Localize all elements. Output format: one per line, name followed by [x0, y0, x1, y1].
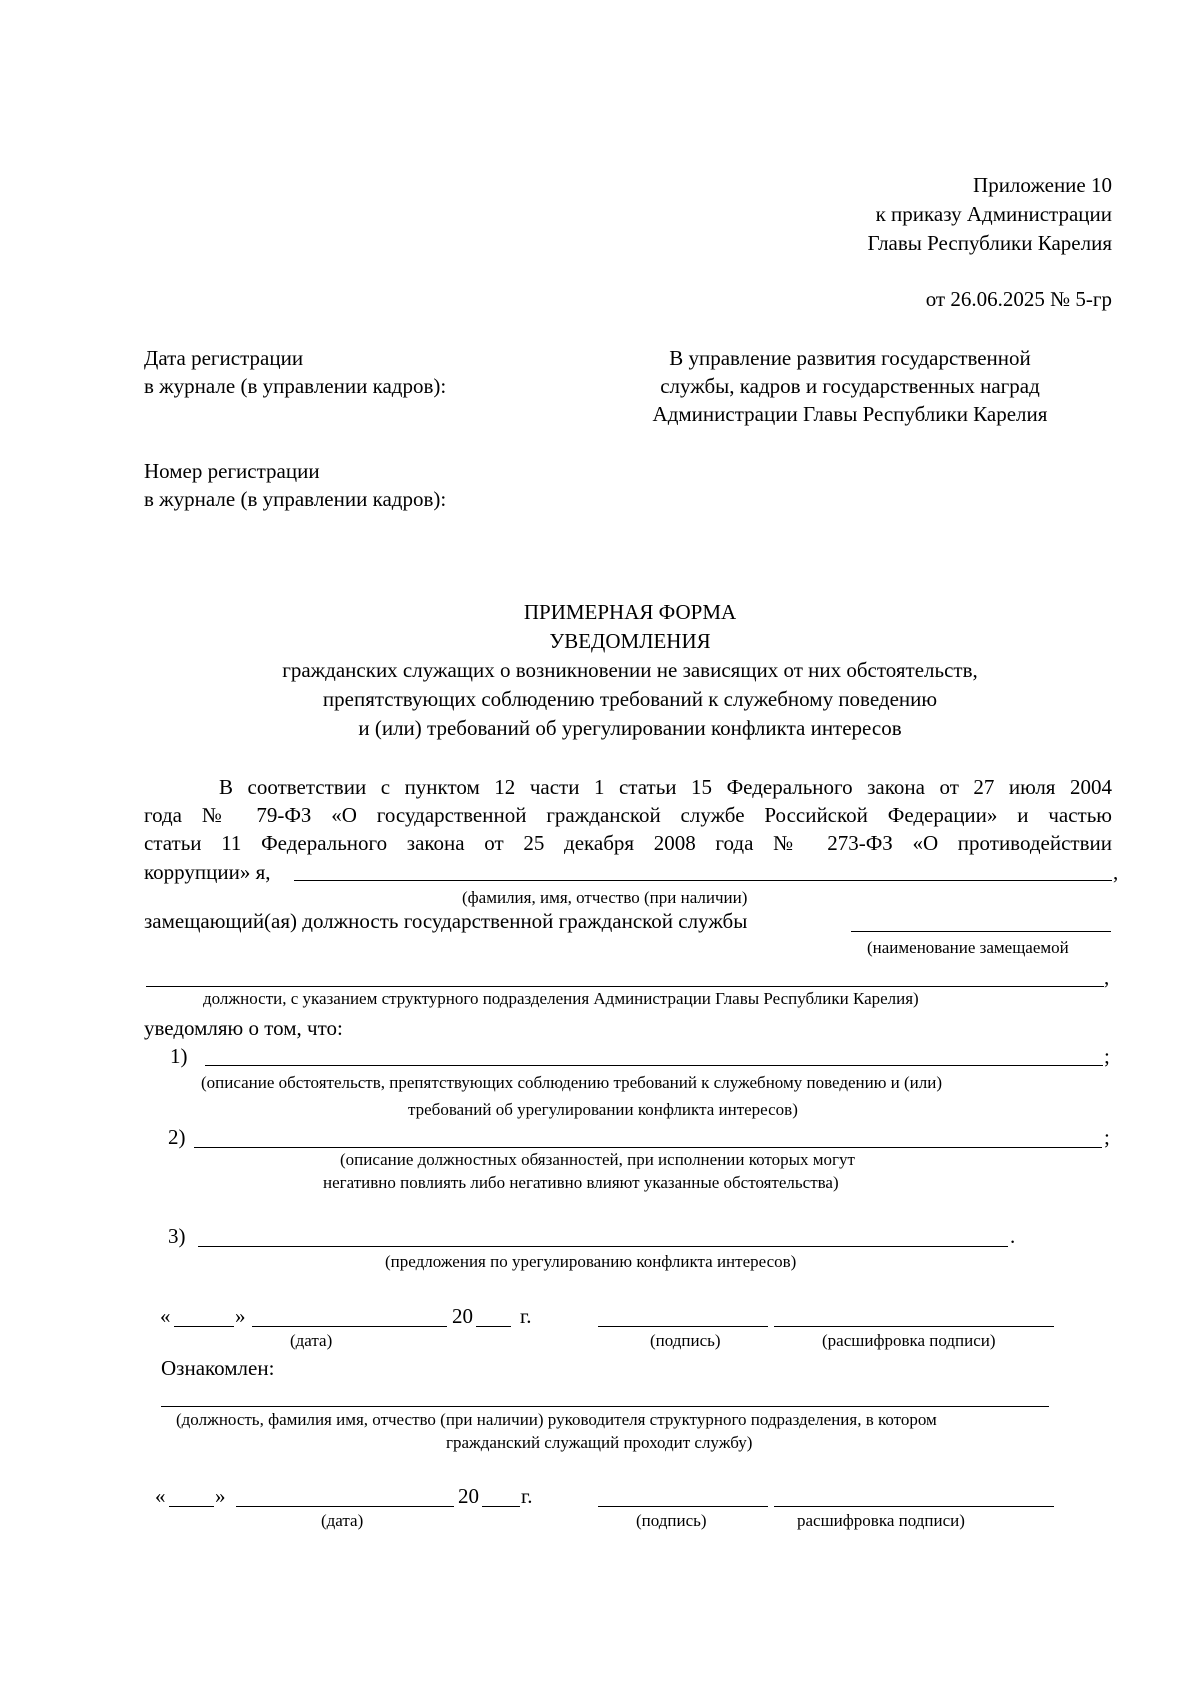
addressee-line-3: Администрации Главы Республики Карелия [652, 402, 1048, 426]
addressee-line-2: службы, кадров и государственных наград [660, 374, 1040, 398]
item-2-field[interactable] [194, 1147, 1102, 1148]
item-1-semicolon: ; [1104, 1044, 1110, 1068]
sign2-day-field[interactable] [169, 1506, 214, 1507]
appendix-order-date: от 26.06.2025 № 5-гр [925, 287, 1112, 311]
item-2-number: 2) [168, 1125, 186, 1149]
sign2-signature-field[interactable] [598, 1506, 768, 1507]
position-field-1[interactable] [851, 931, 1111, 932]
sign1-signature-hint: (подпись) [650, 1331, 721, 1350]
item-3-hint: (предложения по урегулированию конфликта интересов) [385, 1252, 797, 1271]
registration-date-label: Дата регистрации [144, 346, 304, 370]
sign2-year-field[interactable] [482, 1506, 520, 1507]
sign2-date-hint: (дата) [321, 1511, 364, 1530]
appendix-order-ref: к приказу Администрации [875, 202, 1112, 226]
sign2-quote-close: » [215, 1484, 226, 1508]
item-1-field[interactable] [205, 1065, 1103, 1066]
acknowledged-label: Ознакомлен: [161, 1356, 275, 1380]
fio-hint: (фамилия, имя, отчество (при наличии) [462, 888, 748, 907]
body-line-3: статьи 11 Федерального закона от 25 декабря 2008 года № 273-ФЗ «О противодействии [144, 831, 1112, 855]
form-description-3: и (или) требований об урегулировании конфликта интересов [358, 716, 902, 740]
body-line-2: года № 79-ФЗ «О государственной гражданской службе Российской Федерации» и частью [144, 803, 1112, 827]
sign2-year-suffix: г. [521, 1484, 533, 1508]
form-description-2: препятствующих соблюдению требований к служебному поведению [322, 687, 938, 711]
addressee-line-1: В управление развития государственной [669, 346, 1031, 370]
position-hint-1: (наименование замещаемой [867, 938, 1069, 957]
position-label: замещающий(ая) должность государственной гражданской службы [144, 909, 748, 933]
item-3-number: 3) [168, 1224, 186, 1248]
fio-field[interactable] [294, 880, 1112, 881]
sign1-year-field[interactable] [476, 1326, 511, 1327]
item-1-hint-1: (описание обстоятельств, препятствующих соблюдению требований к служебному поведению и (или) [201, 1073, 943, 1092]
item-2-hint-1: (описание должностных обязанностей, при исполнении которых могут [340, 1150, 855, 1169]
acknowledged-field[interactable] [161, 1406, 1049, 1407]
item-2-semicolon: ; [1104, 1125, 1110, 1149]
sign1-year-prefix: 20 [452, 1304, 473, 1328]
registration-number-label: Номер регистрации [144, 459, 320, 483]
sign1-year-suffix: г. [520, 1304, 532, 1328]
position-comma: , [1104, 965, 1110, 989]
item-3-period: . [1010, 1224, 1016, 1248]
item-1-hint-2: требований об урегулировании конфликта интересов) [408, 1100, 798, 1119]
sign2-signature-hint: (подпись) [636, 1511, 707, 1530]
item-3-field[interactable] [198, 1246, 1008, 1247]
form-description-1: гражданских служащих о возникновении не зависящих от них обстоятельств, [282, 658, 978, 682]
registration-number-journal: в журнале (в управлении кадров): [144, 487, 447, 511]
form-title: ПРИМЕРНАЯ ФОРМА [523, 600, 737, 624]
sign2-quote-open: « [155, 1484, 166, 1508]
sign2-year-prefix: 20 [458, 1484, 479, 1508]
body-line-4: коррупции» я, [144, 860, 271, 884]
appendix-org: Главы Республики Карелия [867, 231, 1112, 255]
position-hint-2: должности, с указанием структурного подразделения Администрации Главы Республики Карелия) [203, 989, 919, 1008]
registration-date-journal: в журнале (в управлении кадров): [144, 374, 447, 398]
sign1-decoding-hint: (расшифровка подписи) [822, 1331, 996, 1350]
body-line-1: В соответствии с пунктом 12 части 1 статьи 15 Федерального закона от 27 июля 2004 [219, 775, 1112, 799]
appendix-number: Приложение 10 [973, 173, 1112, 197]
sign1-decoding-field[interactable] [774, 1326, 1054, 1327]
item-2-hint-2: негативно повлиять либо негативно влияют указанные обстоятельства) [323, 1173, 839, 1192]
notify-label: уведомляю о том, что: [144, 1016, 343, 1040]
acknowledged-hint-2: гражданский служащий проходит службу) [446, 1433, 753, 1452]
item-1-number: 1) [170, 1044, 188, 1068]
fio-comma: , [1113, 860, 1119, 884]
position-field-2[interactable] [146, 986, 1104, 987]
sign1-signature-field[interactable] [598, 1326, 768, 1327]
sign1-quote-open: « [160, 1304, 171, 1328]
sign1-month-field[interactable] [252, 1326, 447, 1327]
sign1-quote-close: » [235, 1304, 246, 1328]
sign1-date-hint: (дата) [290, 1331, 333, 1350]
sign2-decoding-field[interactable] [774, 1506, 1054, 1507]
sign2-month-field[interactable] [236, 1506, 454, 1507]
form-subtitle: УВЕДОМЛЕНИЯ [549, 629, 711, 653]
sign2-decoding-hint: расшифровка подписи) [797, 1511, 965, 1530]
acknowledged-hint-1: (должность, фамилия имя, отчество (при наличии) руководителя структурного подразделения, в котором [176, 1410, 937, 1429]
sign1-day-field[interactable] [174, 1326, 234, 1327]
